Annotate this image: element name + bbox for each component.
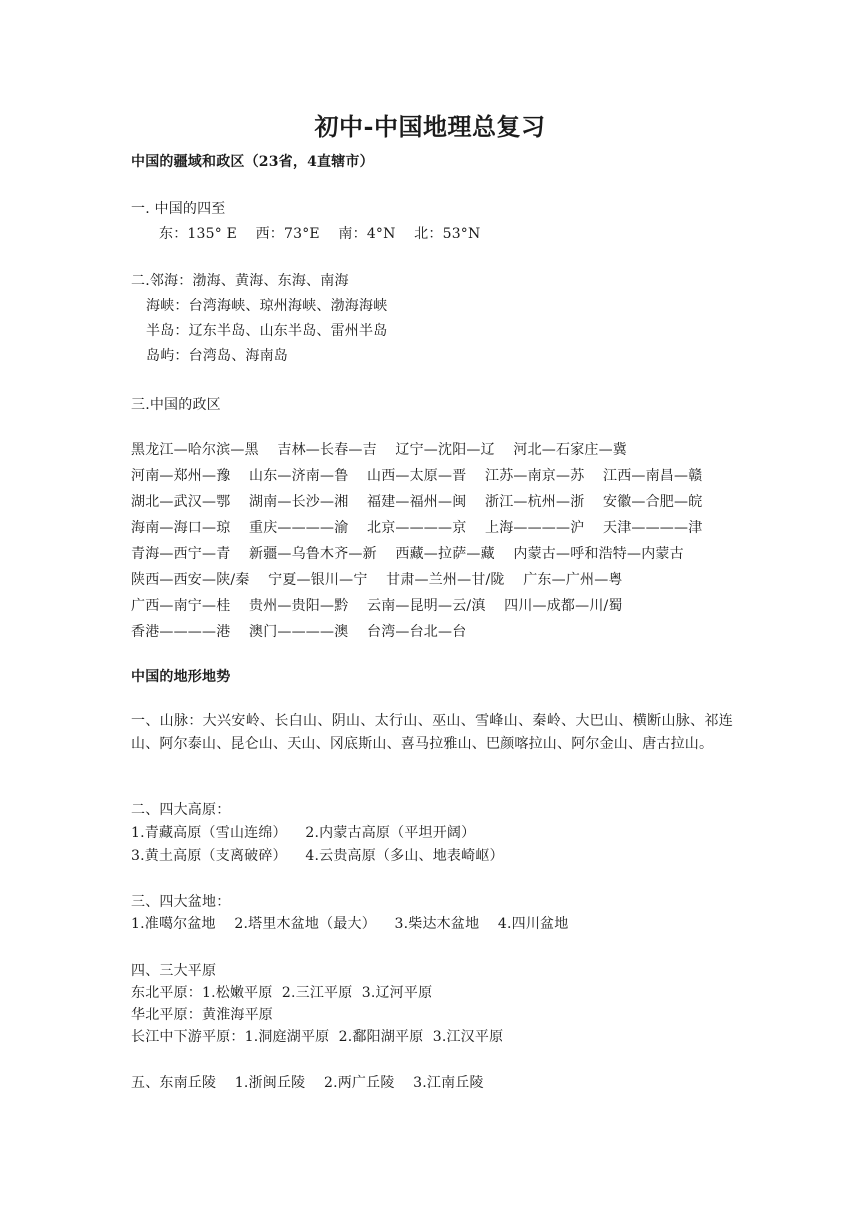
plains-line-2: 华北平原：黄淮海平原 [131, 1007, 273, 1023]
division-row: 广西—南宁—桂 贵州—贵阳—黔 云南—昆明—云/滇 四川—成都—川/蜀 [131, 598, 623, 614]
division-row: 陕西—西安—陕/秦 宁夏—银川—宁 甘肃—兰州—甘/陇 广东—广州—粤 [131, 572, 623, 588]
divisions-title: 三.中国的政区 [131, 397, 221, 413]
division-row: 海南—海口—琼 重庆————渝 北京————京 上海————沪 天津————津 [131, 520, 703, 536]
plateaus-line-1: 1.青藏高原（雪山连绵） 2.内蒙古高原（平坦开阔） [131, 825, 476, 841]
peninsulas-line: 半岛：辽东半岛、山东半岛、雷州半岛 [146, 323, 388, 339]
seas-line: 二.邻海：渤海、黄海、东海、南海 [131, 273, 349, 289]
division-row: 湖北—武汉—鄂 湖南—长沙—湘 福建—福州—闽 浙江—杭州—浙 安徽—合肥—皖 [131, 494, 703, 510]
straits-line: 海峡：台湾海峡、琼州海峡、渤海海峡 [146, 298, 388, 314]
basins-line: 1.准噶尔盆地 2.塔里木盆地（最大） 3.柴达木盆地 4.四川盆地 [131, 916, 569, 932]
hills-line: 五、东南丘陵 1.浙闽丘陵 2.两广丘陵 3.江南丘陵 [131, 1075, 484, 1091]
extremes-title: 一. 中国的四至 [131, 201, 226, 217]
plains-line-3: 长江中下游平原：1.洞庭湖平原 2.鄱阳湖平原 3.江汉平原 [131, 1029, 504, 1045]
mountains-paragraph: 一、山脉：大兴安岭、长白山、阴山、太行山、巫山、雪峰山、秦岭、大巴山、横断山脉、祁连山、阿尔泰山、昆仑山、天山、冈底斯山、喜马拉雅山、巴颜喀拉山、阿尔金山、唐古拉山。 [131, 713, 733, 752]
division-row: 香港————港 澳门————澳 台湾—台北—台 [131, 624, 467, 640]
plateaus-line-2: 3.黄土高原（支离破碎） 4.云贵高原（多山、地表崎岖） [131, 848, 504, 864]
section-heading-terrain: 中国的地形地势 [131, 669, 231, 685]
basins-title: 三、四大盆地： [131, 894, 231, 910]
plateaus-title: 二、四大高原： [131, 802, 231, 818]
division-row: 河南—郑州—豫 山东—济南—鲁 山西—太原—晋 江苏—南京—苏 江西—南昌—赣 [131, 468, 703, 484]
extremes-values: 东：135° E 西：73°E 南：4°N 北：53°N [159, 226, 481, 242]
islands-line: 岛屿：台湾岛、海南岛 [146, 348, 288, 364]
section-heading-territory: 中国的疆域和政区（23省，4直辖市） [131, 154, 374, 170]
plains-line-1: 东北平原：1.松嫩平原 2.三江平原 3.辽河平原 [131, 985, 433, 1001]
plains-title: 四、三大平原 [131, 963, 217, 979]
division-row: 黑龙江—哈尔滨—黑 吉林—长春—吉 辽宁—沈阳—辽 河北—石家庄—冀 [131, 442, 628, 458]
page-title: 初中-中国地理总复习 [314, 112, 546, 141]
division-row: 青海—西宁—青 新疆—乌鲁木齐—新 西藏—拉萨—藏 内蒙古—呼和浩特—内蒙古 [131, 546, 684, 562]
